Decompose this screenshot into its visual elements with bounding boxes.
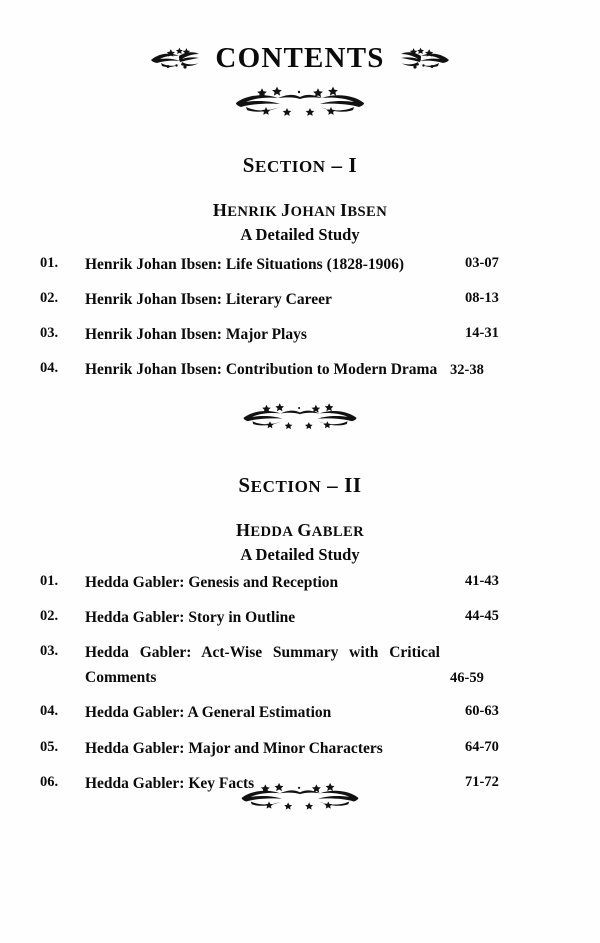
section-2-heading <box>0 472 600 565</box>
work-initial-g: G <box>297 520 312 541</box>
work-rest-enrik: ENRIK <box>227 204 282 221</box>
work-rest-bsen: BSEN <box>347 204 388 221</box>
toc-entry-pages: 46-59 <box>450 669 484 686</box>
toc-entry-row[interactable] <box>0 570 600 595</box>
toc-entry-number: 03. <box>40 325 59 342</box>
toc-entry-pages: 08-13 <box>465 290 499 307</box>
toc-entry-title: Henrik Johan Ibsen: Life Situations (1828-1906) <box>85 256 405 273</box>
toc-entry-title: Hedda Gabler: Genesis and Reception <box>85 574 339 591</box>
section-2-work-title <box>0 520 600 542</box>
toc-entry-title: Hedda Gabler: Act-Wise Summary with Critical Comments <box>85 644 440 687</box>
section-1-label-dash: – <box>325 153 349 177</box>
flourish-ornament-left-icon <box>149 46 203 72</box>
toc-entry-number: 02. <box>40 290 59 307</box>
toc-entry-number: 01. <box>40 573 59 589</box>
section-2-label <box>0 472 600 498</box>
work-rest-abler: ABLER <box>311 524 365 541</box>
toc-entry-pages: 14-31 <box>465 325 499 342</box>
page-title: CONTENTS <box>215 42 385 74</box>
work-rest-edda: EDDA <box>250 524 298 541</box>
toc-entry-title: Henrik Johan Ibsen: Major Plays <box>85 326 307 344</box>
toc-entry-number: 06. <box>40 773 59 790</box>
section-1-label <box>0 152 600 178</box>
section-2-subtitle: A Detailed Study <box>240 544 360 564</box>
contents-header <box>0 44 600 73</box>
toc-entry-number: 01. <box>40 255 59 271</box>
section-flourish-divider <box>0 402 600 430</box>
toc-entry-number: 05. <box>40 738 59 755</box>
toc-entry-number: 03. <box>40 643 59 660</box>
section-2-toc-list <box>0 570 600 806</box>
section-1-label-number: I <box>348 153 358 177</box>
flourish-divider-icon <box>232 86 368 116</box>
toc-entry-pages: 60-63 <box>465 703 499 720</box>
section-1-work-title <box>0 200 600 222</box>
section-1-toc-list <box>0 252 600 392</box>
toc-entry-pages: 71-72 <box>465 773 499 790</box>
toc-entry-title: Hedda Gabler: Key Facts <box>85 774 255 792</box>
toc-entry-row[interactable] <box>0 322 600 347</box>
toc-entry-row[interactable] <box>0 287 600 312</box>
flourish-divider-icon <box>240 402 360 430</box>
toc-entry-pages: 44-45 <box>465 608 499 625</box>
section-1-subtitle: A Detailed Study <box>240 224 360 244</box>
header-flourish-divider <box>0 86 600 116</box>
toc-entry-number: 04. <box>40 360 59 377</box>
toc-entry-title: Hedda Gabler: A General Estimation <box>85 704 332 722</box>
toc-entry-row[interactable] <box>0 736 600 761</box>
toc-entry-title: Hedda Gabler: Major and Minor Characters <box>85 739 383 757</box>
work-initial-i: I <box>340 200 348 221</box>
toc-entry-row[interactable] <box>0 640 600 690</box>
toc-entry-number: 02. <box>40 608 59 625</box>
toc-entry-title: Hedda Gabler: Story in Outline <box>85 609 296 627</box>
toc-entry-pages: 64-70 <box>465 738 499 755</box>
toc-entry-row[interactable] <box>0 357 600 382</box>
toc-entry-number: 04. <box>40 703 59 720</box>
toc-entry-row[interactable] <box>0 700 600 725</box>
toc-entry-row[interactable] <box>0 252 600 277</box>
flourish-divider-icon <box>238 782 362 810</box>
toc-entry-title: Henrik Johan Ibsen: Contribution to Modern Drama <box>85 361 438 379</box>
footer-flourish-divider <box>0 782 600 810</box>
section-1-heading <box>0 152 600 245</box>
toc-entry-pages: 32-38 <box>450 361 484 378</box>
toc-entry-title: Henrik Johan Ibsen: Literary Career <box>85 291 332 309</box>
work-initial-h: H <box>212 200 228 221</box>
work-rest-ohan: OHAN <box>290 204 340 221</box>
toc-entry-pages: 03-07 <box>465 255 499 271</box>
section-2-label-number: II <box>344 473 362 497</box>
work-initial-j: J <box>281 200 291 221</box>
work-initial-h2: H <box>235 520 251 541</box>
section-1-label-initial: S <box>242 153 255 177</box>
toc-entry-pages: 41-43 <box>465 573 499 589</box>
toc-entry-row[interactable] <box>0 605 600 630</box>
section-2-label-rest: ECTION <box>250 477 322 496</box>
section-2-label-dash: – <box>321 473 345 497</box>
section-2-label-initial: S <box>238 473 251 497</box>
flourish-ornament-right-icon <box>397 46 451 72</box>
section-1-label-rest: ECTION <box>255 157 326 176</box>
